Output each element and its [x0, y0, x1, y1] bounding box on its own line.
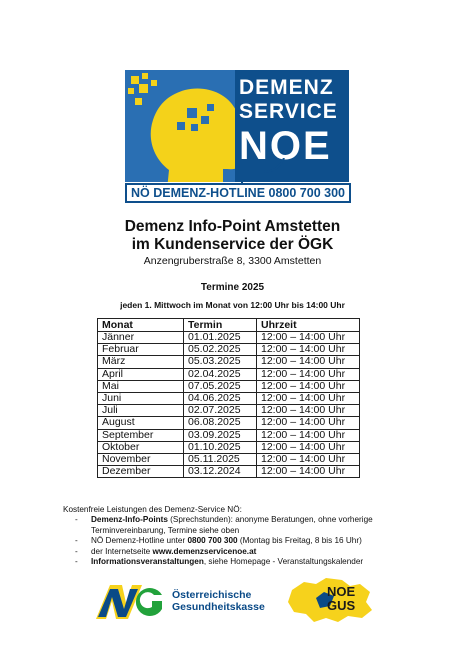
services-section [63, 505, 443, 567]
noegus-line1: NOE [327, 584, 356, 599]
logo-square-icon [128, 88, 134, 94]
service-item-prefix: der Internetseite [91, 546, 153, 556]
cell-monat: Dezember [98, 466, 184, 478]
cell-monat: September [98, 429, 184, 441]
cell-monat: Juli [98, 405, 184, 417]
cell-termin: 03.09.2025 [184, 429, 257, 441]
oegk-wordmark [172, 590, 265, 613]
schedule-text: jeden 1. Mittwoch im Monat von 12:00 Uhr bis 14:00 Uhr [120, 300, 345, 310]
table-row [98, 417, 360, 429]
cell-monat: August [98, 417, 184, 429]
header-termin: Termin [184, 319, 257, 332]
cell-monat: Oktober [98, 441, 184, 453]
cell-termin: 01.10.2025 [184, 441, 257, 453]
cell-uhrzeit: 12:00 – 14:00 Uhr [257, 332, 360, 344]
service-item-bold: www.demenzservicenoe.at [152, 546, 257, 556]
cell-termin: 03.12.2024 [184, 466, 257, 478]
hotline-banner: NÖ DEMENZ-HOTLINE 0800 700 300 [125, 183, 351, 203]
noe-oegk-logo-icon [96, 583, 166, 619]
table-row [98, 368, 360, 380]
services-list [63, 515, 443, 567]
noegus-line2: GUS [327, 598, 356, 613]
cell-termin: 05.11.2025 [184, 454, 257, 466]
cell-termin: 02.07.2025 [184, 405, 257, 417]
cell-monat: Mai [98, 380, 184, 392]
service-item-text: (Sprechstunden): anonyme Beratungen, ohne vorherige Terminvereinbarung, Termine siehe oben [91, 515, 373, 535]
service-item [63, 547, 443, 557]
table-body [98, 332, 360, 478]
table-row [98, 429, 360, 441]
table-row [98, 344, 360, 356]
table-row [98, 356, 360, 368]
logo-word-noe: NOE [239, 124, 332, 168]
service-item-bold: Informationsveranstaltungen [91, 557, 204, 567]
services-intro: Kostenfreie Leistungen des Demenz-Service NÖ: [63, 505, 242, 514]
table-row [98, 466, 360, 478]
cell-uhrzeit: 12:00 – 14:00 Uhr [257, 344, 360, 356]
service-item-text: (Montag bis Freitag, 8 bis 16 Uhr) [237, 536, 362, 546]
logo-square-icon [131, 76, 139, 84]
logo-square-icon [135, 98, 142, 105]
table-row [98, 441, 360, 453]
cell-monat: März [98, 356, 184, 368]
table-row [98, 332, 360, 344]
cell-termin: 05.02.2025 [184, 344, 257, 356]
cell-monat: Februar [98, 344, 184, 356]
cell-termin: 07.05.2025 [184, 380, 257, 392]
logo-left-panel [125, 70, 235, 182]
cell-uhrzeit: 12:00 – 14:00 Uhr [257, 429, 360, 441]
cell-uhrzeit: 12:00 – 14:00 Uhr [257, 368, 360, 380]
demenz-service-noe-logo [125, 70, 349, 182]
logo-word-service: SERVICE [239, 100, 338, 123]
table-row [98, 454, 360, 466]
oegk-line2: Gesundheitskasse [172, 600, 265, 613]
noegus-wordmark [327, 585, 355, 613]
service-item-bold: Demenz-Info-Points [91, 515, 168, 525]
cell-uhrzeit: 12:00 – 14:00 Uhr [257, 356, 360, 368]
service-item-prefix: NÖ Demenz-Hotline unter [91, 536, 188, 546]
cell-monat: Juni [98, 393, 184, 405]
cell-termin: 01.01.2025 [184, 332, 257, 344]
cell-uhrzeit: 12:00 – 14:00 Uhr [257, 393, 360, 405]
cell-uhrzeit: 12:00 – 14:00 Uhr [257, 417, 360, 429]
cell-uhrzeit: 12:00 – 14:00 Uhr [257, 405, 360, 417]
cell-termin: 02.04.2025 [184, 368, 257, 380]
cell-termin: 05.03.2025 [184, 356, 257, 368]
logo-square-icon [142, 73, 148, 79]
service-item-bold: 0800 700 300 [187, 536, 238, 546]
service-item [63, 557, 443, 567]
cell-monat: Jänner [98, 332, 184, 344]
cell-uhrzeit: 12:00 – 14:00 Uhr [257, 380, 360, 392]
appointments-table [97, 318, 360, 478]
table-row [98, 393, 360, 405]
table-header-row [98, 319, 360, 332]
cell-termin: 04.06.2025 [184, 393, 257, 405]
logo-connector-icon [240, 158, 286, 185]
head-silhouette-icon [147, 86, 235, 182]
oegk-line1: Österreichische [172, 589, 252, 601]
header-uhrzeit: Uhrzeit [257, 319, 360, 332]
table-row [98, 380, 360, 392]
service-item-text: , siehe Homepage - Veranstaltungskalender [203, 557, 364, 567]
header-monat: Monat [98, 319, 184, 332]
page-title-line2: im Kundenservice der ÖGK [131, 236, 334, 253]
service-item [63, 536, 443, 546]
cell-monat: April [98, 368, 184, 380]
cell-uhrzeit: 12:00 – 14:00 Uhr [257, 441, 360, 453]
cell-monat: November [98, 454, 184, 466]
cell-termin: 06.08.2025 [184, 417, 257, 429]
termine-heading: Termine 2025 [200, 282, 265, 293]
page-title-line1: Demenz Info-Point Amstetten [124, 218, 341, 235]
address: Anzengruberstraße 8, 3300 Amstetten [143, 255, 322, 267]
service-item [63, 515, 443, 536]
cell-uhrzeit: 12:00 – 14:00 Uhr [257, 466, 360, 478]
cell-uhrzeit: 12:00 – 14:00 Uhr [257, 454, 360, 466]
logo-word-demenz: DEMENZ [239, 76, 334, 99]
table-row [98, 405, 360, 417]
